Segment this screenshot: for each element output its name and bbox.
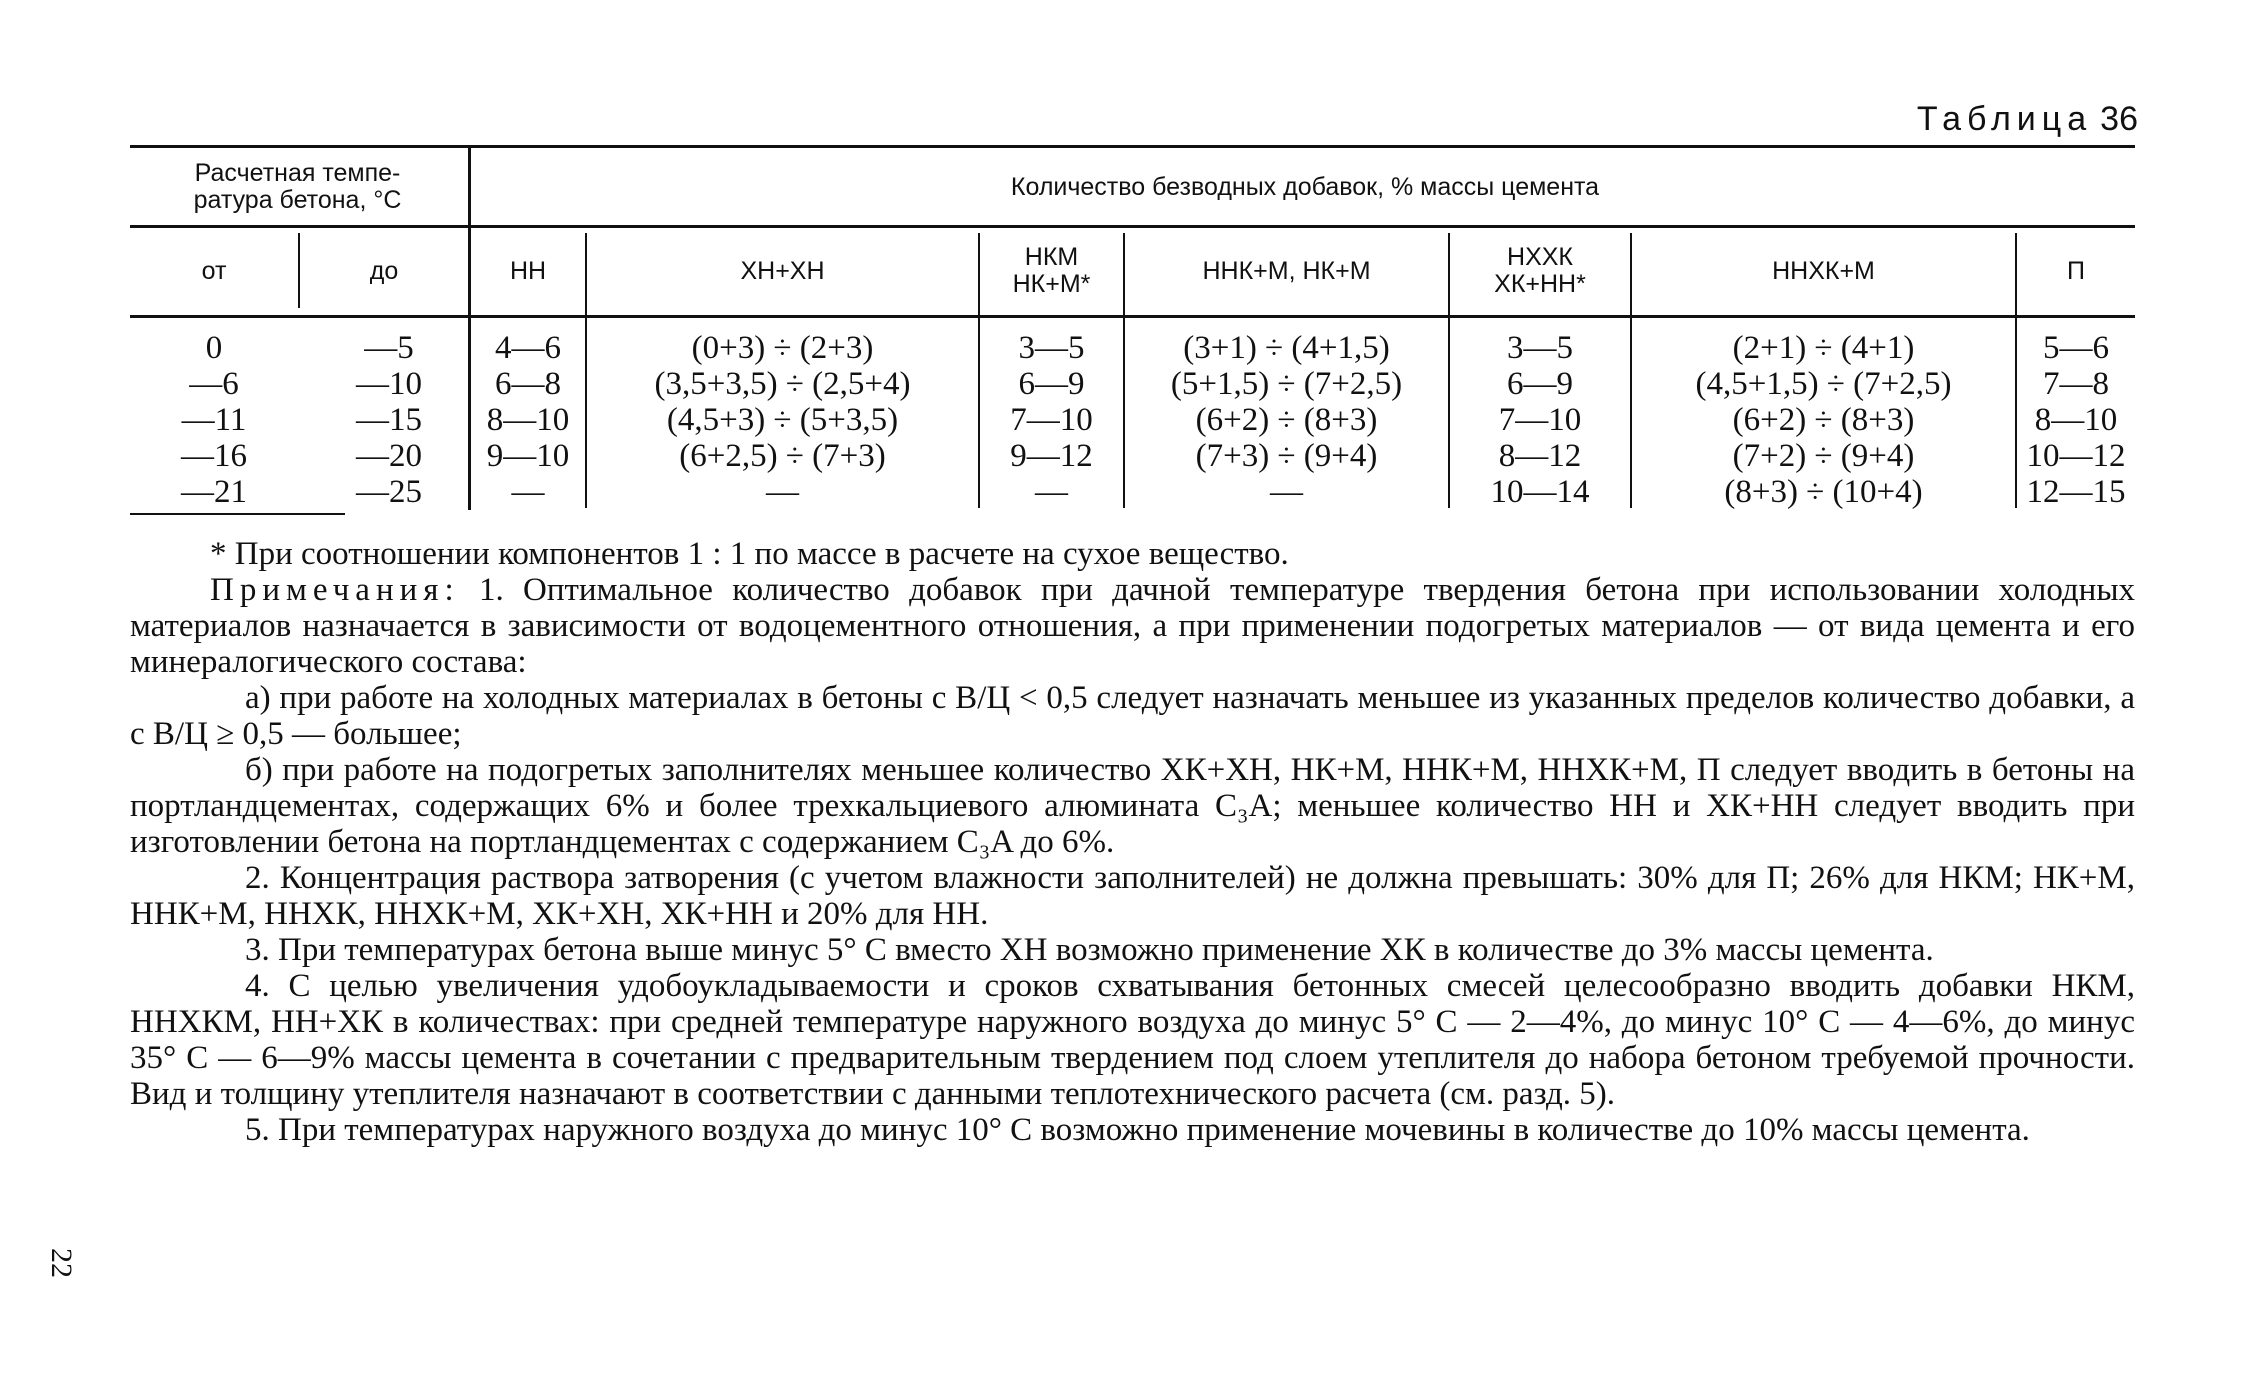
header-col-nn: НН: [509, 256, 547, 285]
table-cell: 0: [205, 330, 223, 366]
table-cell: (3+1) ÷ (4+1,5): [1183, 330, 1390, 366]
table-cell: 9—10: [486, 438, 570, 474]
col-nnkhk: [1632, 330, 2015, 510]
table-cell: 8—12: [1498, 438, 1582, 474]
table-cell: —20: [356, 438, 422, 474]
note-1-text: 1. Оптимальное количество добавок при дачной температуре твердения бетона при использовании холодных материалов назначается в зависимости от водоцементного отношения, а при применении подогретых материалов — от вида цемента и его минералогического состава:: [130, 572, 2136, 680]
header-temperature: Расчетная темпе-ратура бетона, °С: [193, 159, 402, 214]
header-mid-rule: [130, 225, 2135, 228]
table-cell: (7+2) ÷ (9+4): [1732, 438, 1915, 474]
table-cell: (6+2) ÷ (8+3): [1195, 402, 1378, 438]
footnote: * При соотношении компонентов 1 : 1 по массе в расчете на сухое вещество.: [210, 536, 1289, 572]
table-caption: [1917, 100, 2138, 139]
table-cell: 3—5: [1018, 330, 1085, 366]
header-col-nkhhk: НХХК ХК+НН*: [1494, 243, 1586, 298]
header-bottom-rule: [130, 315, 2135, 318]
table-cell: 6—8: [495, 366, 561, 402]
table-cell: (7+3) ÷ (9+4): [1195, 438, 1378, 474]
table-cell: (4,5+1,5) ÷ (7+2,5): [1695, 366, 1952, 402]
table-cell: 10—12: [2026, 438, 2126, 474]
col-to: [310, 330, 468, 510]
table-cell: 7—10: [1010, 402, 1093, 438]
col-nkm: [980, 330, 1123, 510]
note-3: 3. При температурах бетона выше минус 5° С вместо ХН возможно применение ХК в количестве до 3% массы цемента.: [245, 932, 1934, 968]
header-from: от: [201, 256, 227, 285]
col-khn: [587, 330, 978, 510]
col-p: [2017, 330, 2135, 510]
table-top-rule: [130, 145, 2135, 148]
table-bottom-rule: [130, 513, 345, 515]
table-cell: (2+1) ÷ (4+1): [1732, 330, 1915, 366]
col-nn: [471, 330, 585, 510]
table-cell: 7—10: [1498, 402, 1582, 438]
table-cell: 10—14: [1490, 474, 1590, 510]
table-cell: —11: [181, 402, 247, 438]
table-cell: 5—6: [2043, 330, 2109, 366]
table-cell: (0+3) ÷ (2+3): [691, 330, 874, 366]
table-cell: 6—9: [1018, 366, 1085, 402]
table-cell: (8+3) ÷ (10+4): [1724, 474, 1923, 510]
table-cell: —: [766, 474, 799, 510]
table-cell: 4—6: [495, 330, 561, 366]
table-cell: (6+2,5) ÷ (7+3): [679, 438, 886, 474]
col-from: [130, 330, 298, 510]
col-nnk: [1125, 330, 1448, 510]
table-cell: 6—9: [1507, 366, 1573, 402]
header-col-nkm: НКМ НК+М*: [1012, 243, 1091, 298]
table-cell: 7—8: [2043, 366, 2109, 402]
table-cell: —15: [356, 402, 422, 438]
header-col-nnk: ННК+М, НК+М: [1202, 256, 1371, 285]
table-cell: (6+2) ÷ (8+3): [1732, 402, 1915, 438]
table-cell: —6: [189, 366, 239, 402]
header-col-nnkhk: ННХК+М: [1772, 256, 1875, 285]
table-cell: 12—15: [2026, 474, 2126, 510]
table-cell: —5: [364, 330, 414, 366]
table-cell: (4,5+3) ÷ (5+3,5): [666, 402, 899, 438]
note-5: 5. При температурах наружного воздуха до минус 10° С возможно применение мочевины в количестве до 10% массы цемента.: [245, 1112, 2030, 1148]
header-col-p: П: [2067, 256, 2085, 285]
note-1a: а) при работе на холодных материалах в бетоны с В/Ц < 0,5 следует назначать меньшее из указанных пределов количество добавки, а с В/Ц ≥ 0,5 — большее;: [130, 680, 2135, 752]
table-cell: —: [511, 474, 545, 510]
page-number: 22: [45, 1248, 78, 1278]
table-cell: 8—10: [2034, 402, 2118, 438]
table-cell: —25: [356, 474, 422, 510]
table-cell: 8—10: [486, 402, 570, 438]
note-1b: б) при работе на подогретых заполнителях меньшее количество ХК+ХН, НК+М, ННК+М, ННХК+М, П следует вводить в бетоны на портландцементах, содержащих 6% и более трехкальциевого алюмината C₃A; меньшее количество НН и ХК+НН следует вводить при изготовлении бетона на портландцементах с содержанием C₃A до 6%.: [130, 752, 2135, 860]
table-cell: —16: [181, 438, 247, 474]
table-cell: 9—12: [1010, 438, 1093, 474]
header-to: до: [369, 256, 399, 285]
table-cell: —21: [181, 474, 247, 510]
header-col-khn: ХН+ХН: [740, 256, 825, 285]
header-quantity: Количество безводных добавок, % массы цемента: [1010, 172, 1600, 201]
additives-table: [130, 145, 2135, 515]
notes-section: [130, 536, 2135, 1148]
table-cell: (5+1,5) ÷ (7+2,5): [1170, 366, 1403, 402]
table-number: 36: [2100, 100, 2138, 138]
table-cell: —: [1270, 474, 1303, 510]
note-4: 4. С целью увеличения удобоукладываемости и сроков схватывания бетонных смесей целесообразно вводить добавки НКМ, ННХКМ, НН+ХК в количествах: при средней температуре наружного воздуха до минус 5° С — 2—4%, до минус 10° С — 4—6%, до минус 35° С — 6—9% массы цемента в сочетании с предварительным твердением под слоем утеплителя до набора бетоном требуемой прочности. Вид и толщину утеплителя назначают в соответствии с данными теплотехнического расчета (см. разд. 5).: [130, 968, 2135, 1112]
table-cell: —: [1035, 474, 1068, 510]
table-cell: (3,5+3,5) ÷ (2,5+4): [654, 366, 911, 402]
table-label: Таблица: [1916, 100, 2093, 138]
table-cell: —10: [356, 366, 422, 402]
table-cell: 3—5: [1507, 330, 1573, 366]
col-nkhhk: [1450, 330, 1630, 510]
note-1: [130, 572, 2135, 680]
note-2: 2. Концентрация раствора затворения (с учетом влажности заполнителей) не должна превышать: 30% для П; 26% для НКМ; НК+М, ННК+М, ННХК, ННХК+М, ХК+ХН, ХК+НН и 20% для НН.: [130, 860, 2135, 932]
notes-label: Примечания:: [210, 572, 460, 608]
